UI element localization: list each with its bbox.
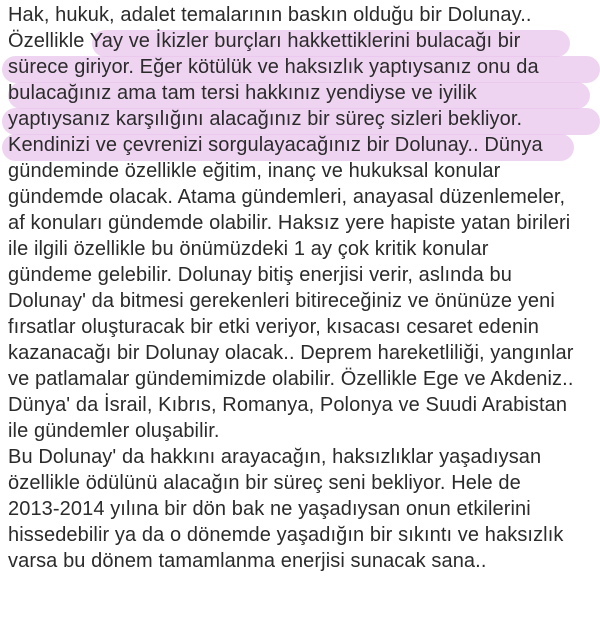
text-line: ve patlamalar gündemimizde olabilir. Özellikle Ege ve Akdeniz.. (8, 368, 574, 390)
text-line: af konuları gündemde olabilir. Haksız yere hapiste yatan birileri (8, 212, 571, 234)
text-line: Bu Dolunay' da hakkını arayacağın, haksızlıklar yaşadıysan (8, 446, 542, 468)
text-line: bulacağınız ama tam tersi hakkınız yendiyse ve iyilik (8, 82, 477, 104)
document-text (8, 0, 600, 574)
text-line: sürece giriyor. Eğer kötülük ve haksızlık yaptıysanız onu da (8, 56, 539, 78)
text-line: fırsatlar oluşturacak bir etki veriyor, kısacası cesaret edenin (8, 316, 539, 338)
text-line: Dolunay' da bitmesi gerekenleri bitireceğiniz ve önünüze yeni (8, 290, 555, 312)
text-line: Kendinizi ve çevrenizi sorgulayacağınız bir Dolunay.. Dünya (8, 134, 543, 156)
text-line: özellikle ödülünü alacağın bir süreç seni bekliyor. Hele de (8, 472, 521, 494)
text-line: Dünya' da İsrail, Kıbrıs, Romanya, Polonya ve Suudi Arabistan (8, 394, 568, 416)
text-line: ile gündemler oluşabilir. (8, 420, 220, 442)
text-line: ile ilgili özellikle bu önümüzdeki 1 ay çok kritik konular (8, 238, 489, 260)
text-line: hissedebilir ya da o dönemde yaşadığın bir sıkıntı ve haksızlık (8, 524, 564, 546)
text-line: Hak, hukuk, adalet temalarının baskın olduğu bir Dolunay.. (8, 4, 532, 26)
text-line: gündeme gelebilir. Dolunay bitiş enerjisi verir, aslında bu (8, 264, 512, 286)
text-line: gündeminde özellikle eğitim, inanç ve hukuksal konular (8, 160, 501, 182)
text-line: kazanacağı bir Dolunay olacak.. Deprem hareketliliği, yangınlar (8, 342, 574, 364)
text-line: varsa bu dönem tamamlanma enerjisi sunacak sana.. (8, 550, 487, 572)
text-line: 2013-2014 yılına bir dön bak ne yaşadıysan onun etkilerini (8, 498, 531, 520)
text-line: Özellikle Yay ve İkizler burçları hakkettiklerini bulacağı bir (8, 30, 521, 52)
text-line: yaptıysanız karşılığını alacağınız bir süreç sizleri bekliyor. (8, 108, 523, 130)
text-line: gündemde olacak. Atama gündemleri, anayasal düzenlemeler, (8, 186, 566, 208)
